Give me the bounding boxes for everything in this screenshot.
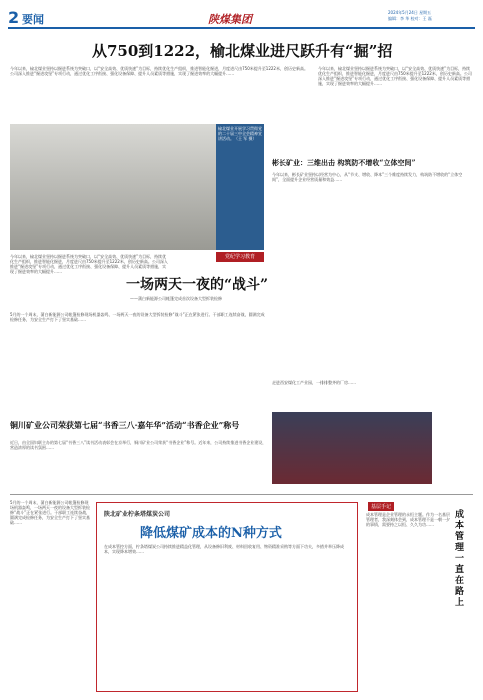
section-divider [10,494,473,495]
header-editors: 编辑：李 华 校对：王 磊 [388,16,432,21]
bottom-left-text: 5月的一个周末，蒲白新能源公司帐篷检修现场机器轰鸣，一场两天一夜的设备大型拆装检修“战斗”正在紧张进行。干部职工连续奋战，圆满完成检修任务，为安全生产打下了坚实基础…… [10,500,91,525]
article2-title: 一场两天一夜的“战斗” [126,277,269,293]
article2-body: 5月的一个周末，蒲白新能源公司帐篷检修现场机器轰鸣，一场两天一夜的设备大型拆装检修“战斗”正在紧张进行。干部职工连续奋战，圆满完成检修任务，为安全生产打下了坚实基础…… [10,312,265,322]
article1-photo-caption: 榆北煤业开展学习贯彻党的二十届三中全会精神宣讲活动。（王 军 摄） [216,124,264,250]
sidebar1-body: 今年以来，彬长矿业坚持以经营为中心，从“节支、增收、降本”三个维度持续发力，构筑防不增收的“立体空间”，全面提升企业经营质量和效益…… [272,172,463,182]
column-body: 成本管理是企业管理的永恒主题。作为一名基层管理者，我深刻体会到，成本管理不是一朝一夕的事情，需要持之以恒、久久为功…… [366,512,450,527]
article1-body: 今年以来，榆北煤业坚持以掘进系统为突破口，以“安全高效、优质快速”为目标，持续优化生产组织，推进智能化掘进，月度进尺由750米提升至1222米，创历史新高。公司深入推进“掘进攻坚”专项行动，通过优化工序衔接、强化设备保障、提升人员素质等措施，实现了掘进效率的大幅提升…… [10,66,308,76]
sidebar1-title: 彬长矿业：三维出击 构筑防不增收“立体空间” [272,158,416,167]
column-tag: 基层手记 [368,502,394,511]
article1-col2: 今年以来，榆北煤业坚持以掘进系统为突破口，以“安全高效、优质快速”为目标，持续优化生产组织，推进智能化掘进，月度进尺由750米提升至1222米，创历史新高。公司深入推进“掘进攻坚”专项行动，通过优化工序衔接、强化设备保障、提升人员素质等措施，实现了掘进效率的大幅提升…… [10,254,168,274]
column-title: 成本管理一直在路上 [455,510,465,608]
sidebar1-photo-caption: 走进西安煤化工产业园，一排排整齐的厂房…… [272,380,356,385]
sidebar1-photo [272,412,432,484]
section-name: 要闻 [22,13,44,26]
masthead: 陕煤集团 [208,13,252,26]
article4-body: 在成本管控方面，柠条塔煤炭公司持续推进精益化管理，从设备修旧利废、材料回收复用、物资精准采购等方面下功夫，多措并举压降成本，实现降本增效…… [104,544,344,554]
header-rule [8,27,475,29]
article4-title: 降低煤矿成本的N种方式 [140,526,282,541]
article3-body: 近日，由全国妇联主办的第七届“书香三八”读书活动表彰会在京举行，铜川矿业公司荣获“书香企业”称号。近年来，公司持续推进书香企业建设，营造浓厚的读书氛围…… [10,440,267,450]
article3-title: 铜川矿业公司荣获第七届“书香三八·嘉年华”活动“书香企业”称号 [10,420,240,430]
header-date: 2024年5月24日 星期五 [388,10,432,15]
article1-title: 从750到1222，榆北煤业进尺跃升有“掘”招 [92,42,393,60]
article1-photo [10,124,216,250]
article4-kicker: 陕北矿业柠条塔煤炭公司 [104,511,171,518]
article1-body-right: 今年以来，榆北煤业坚持以掘进系统为突破口，以“安全高效、优质快速”为目标，持续优化生产组织，推进智能化掘进，月度进尺由750米提升至1222米，创历史新高。公司深入推进“掘进攻坚”专项行动，通过优化工序衔接、强化设备保障、提升人员素质等措施，实现了掘进效率的大幅提升…… [318,66,472,86]
education-banner: 党纪学习教育 [216,252,264,262]
page-number: 2 [8,8,20,27]
page-header [8,8,475,28]
article2-subtitle: ——蒲白新能源公司帐篷完成首次设备大型拆装检修 [130,296,222,301]
